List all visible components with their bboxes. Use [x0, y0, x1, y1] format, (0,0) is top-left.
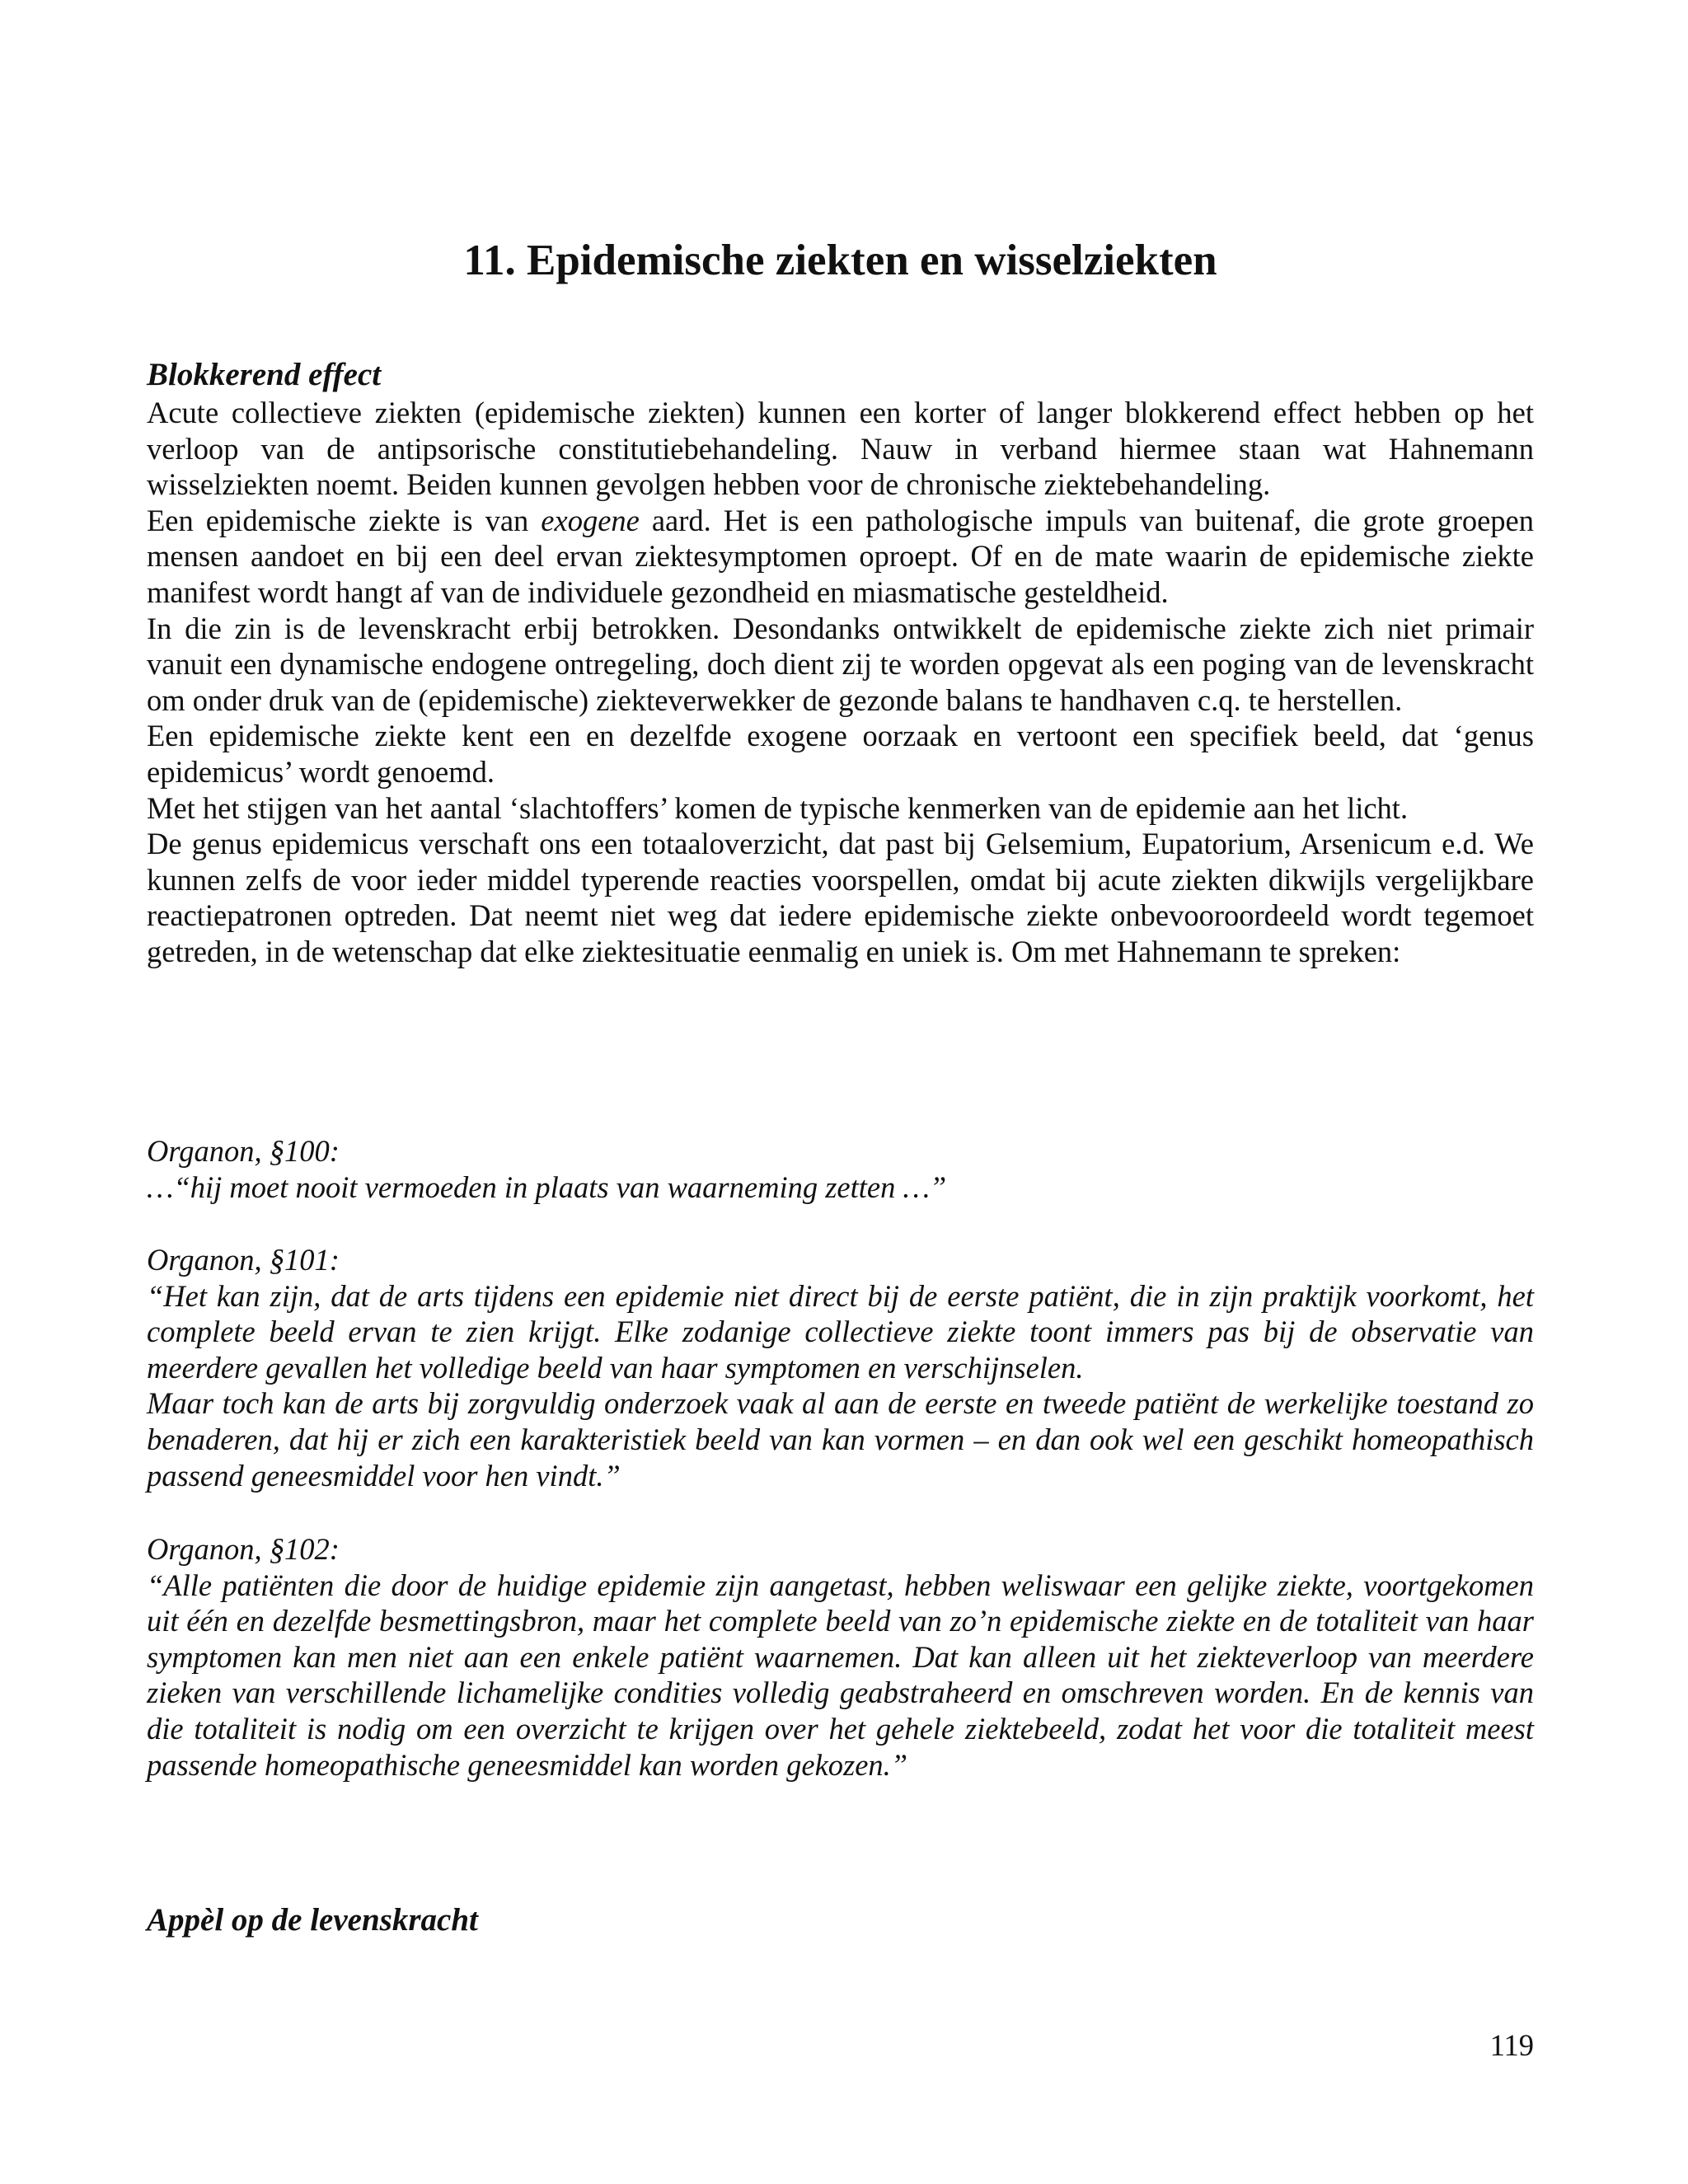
paragraph-intro: Acute collectieve ziekten (epidemische ziekten) kunnen een korter of langer blokkerend effect hebben op het verloop van de antipsorische constitutiebehandeling. Nauw in verband hiermee staan wat Hahnemann wisselziekten noemt. Beiden kunnen gevolgen hebben voor de chronische ziektebehandeling.	[147, 396, 1534, 502]
quote-label: Organon, §102:	[147, 1532, 340, 1566]
section-heading-appel-op-de-levenskracht: Appèl op de levenskracht	[147, 1902, 478, 1938]
paragraph-exogene-after: aard. Het is een pathologische impuls van buitenaf, die grote groepen mensen aandoet en bij een deel ervan ziektesymptomen oproept. Of en de mate waarin de epidemische ziekte manifest wordt hangt af van de individuele gezondheid en miasmatische gesteldheid.	[147, 503, 1534, 609]
quote-text: “Alle patiënten die door de huidige epidemie zijn aangetast, hebben weliswaar een gelijke ziekte, voortgekomen uit één en dezelfde besmettingsbron, maar het complete beeld van zo’n epidemische ziekte en de totaliteit van haar symptomen kan men niet aan een enkele patiënt waarnemen. Dat kan alleen uit het ziekteverloop van meerdere zieken van verschillende lichamelijke condities volledig geabstraheerd en omschreven worden. En de kennis van die totaliteit is nodig om een overzicht te krijgen over het gehele ziektebeeld, zodat het voor die totaliteit meest passende homeopathische geneesmiddel kan worden gekozen.”	[147, 1568, 1534, 1782]
paragraph-exogene	[147, 503, 1534, 611]
paragraph-genus-epidemicus: Een epidemische ziekte kent een en dezelfde exogene oorzaak en vertoont een specifiek beeld, dat ‘genus epidemicus’ wordt genoemd.	[147, 719, 1534, 789]
quote-text: …“hij moet nooit vermoeden in plaats van waarneming zetten …”	[147, 1169, 947, 1204]
chapter-title: 11. Epidemische ziekten en wisselziekten	[463, 237, 1217, 284]
paragraph-totaaloverzicht: De genus epidemicus verschaft ons een totaaloverzicht, dat past bij Gelsemium, Eupatorium, Arsenicum e.d. We kunnen zelfs de voor ieder middel typerende reacties voorspellen, omdat bij acute ziekten dikwijls vergelijkbare reactiepatronen optreden. Dat neemt niet weg dat iedere epidemische ziekte onbevooroordeeld wordt tegemoet getreden, in de wetenschap dat elke ziektesituatie eenmalig en uniek is. Om met Hahnemann te spreken:	[147, 827, 1534, 968]
page-number: 119	[1489, 2028, 1534, 2062]
section-heading-blokkerend-effect: Blokkerend effect	[147, 357, 382, 392]
paragraph-slachtoffers: Met het stijgen van het aantal ‘slachtoffers’ komen de typische kenmerken van de epidemie aan het licht.	[147, 790, 1409, 825]
quote-organon-100	[147, 1133, 1534, 1205]
quote-label: Organon, §101:	[147, 1243, 340, 1277]
quote-organon-102	[147, 1531, 1534, 1783]
quote-organon-101	[147, 1242, 1534, 1493]
quote-label: Organon, §100:	[147, 1134, 340, 1168]
paragraph-exogene-before: Een epidemische ziekte is van	[147, 503, 542, 537]
quote-text-continued: Maar toch kan de arts bij zorgvuldig onderzoek vaak al aan de eerste en tweede patiënt de werkelijke toestand zo benaderen, dat hij er zich een karakteristiek beeld van kan vormen – en dan ook wel een geschikt homeopathisch passend geneesmiddel voor hen vindt.”	[147, 1386, 1534, 1493]
section-body-blokkerend-effect	[147, 395, 1534, 970]
paragraph-exogene-italic: exogene	[541, 503, 640, 537]
paragraph-levenskracht: In die zin is de levenskracht erbij betrokken. Desondanks ontwikkelt de epidemische ziekte zich niet primair vanuit een dynamische endogene ontregeling, doch dient zij te worden opgevat als een poging van de levenskracht om onder druk van de (epidemische) ziekteverwekker de gezonde balans te handhaven c.q. te herstellen.	[147, 611, 1534, 717]
quote-text: “Het kan zijn, dat de arts tijdens een epidemie niet direct bij de eerste patiënt, die in zijn praktijk voorkomt, het complete beeld ervan te zien krijgt. Elke zodanige collectieve ziekte toont immers pas bij de observatie van meerdere gevallen het volledige beeld van haar symptomen en verschijnselen.	[147, 1278, 1534, 1385]
